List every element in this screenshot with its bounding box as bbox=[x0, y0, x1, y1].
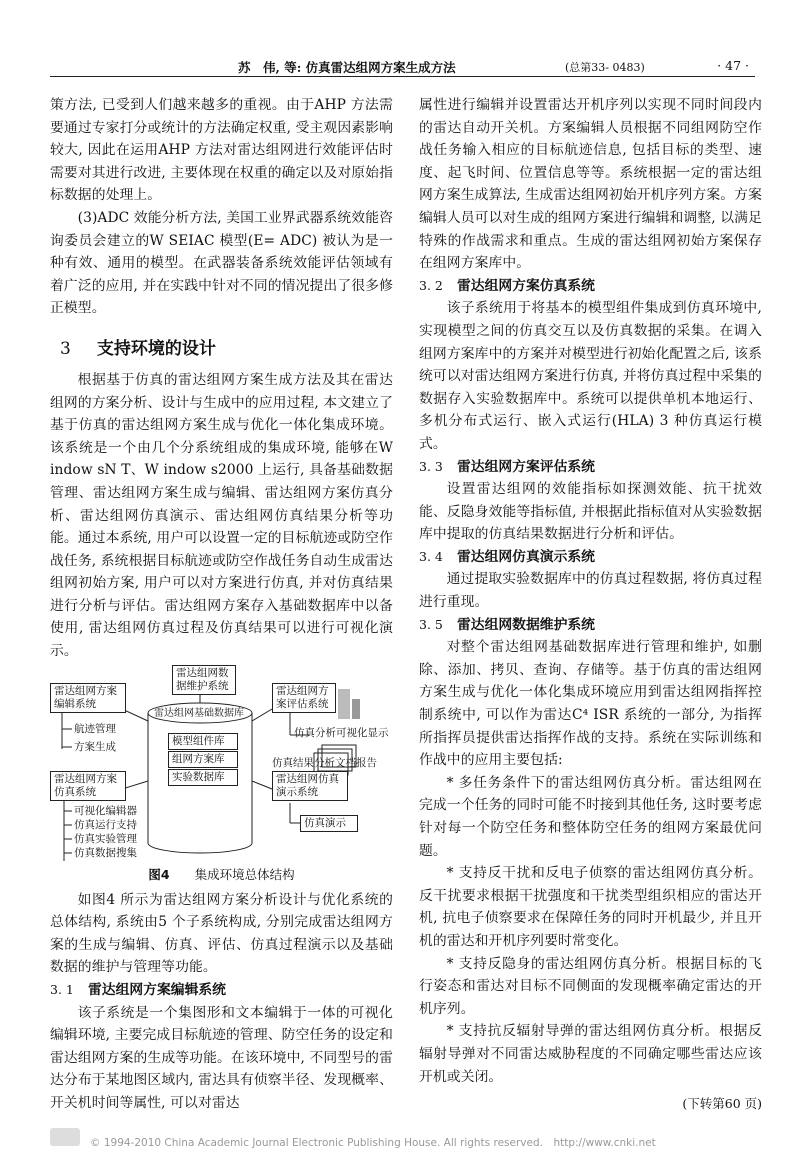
caption-number: 图4 bbox=[148, 866, 170, 882]
paragraph: 属性进行编辑并设置雷达开机序列以实现不同时间段内的雷达自动开关机。方案编辑人员根据不同组网防空作战任务输入相应的目标航迹信息, 包括目标的类型、速度、起飞时间、位置信息等等。系统根据一定的雷达组网方案生成算法, 生成雷达组网初始开机序列方案。方案编辑人员可以对生成的组网方案进行编辑和调整, 以满足特殊的作战需求和重点。生成的雷达组网初始方案保存在组网方案库中。 bbox=[419, 97, 762, 272]
subsection-number: 3. 2 bbox=[419, 277, 443, 293]
bullet-item: * 支持反隐身的雷达组网仿真分析。根据目标的飞行姿态和雷达对目标不同侧面的发现概率确定雷达的开机序列。 bbox=[419, 955, 762, 1017]
subsection-title: 雷达组网方案评估系统 bbox=[457, 458, 595, 475]
box-demo: 仿真演示 bbox=[300, 815, 358, 832]
continued-note: (下转第60 页) bbox=[682, 1096, 762, 1112]
box-plan-lib: 组网方案库 bbox=[168, 751, 238, 768]
subsection-number: 3. 4 bbox=[419, 548, 443, 564]
copyright-footer: © 1994-2010 China Academic Journal Electronic Publishing House. All rights reserved. http://www.cnki.net bbox=[90, 1137, 656, 1149]
label-t4: 仿真数据搜集 bbox=[74, 846, 137, 859]
paragraph: 通过提取实验数据库中的仿真过程数据, 将仿真过程进行重现。 bbox=[419, 571, 762, 611]
box-model-lib: 模型组件库 bbox=[168, 733, 238, 750]
label-vis-show: 仿真分析可视化显示 bbox=[294, 726, 389, 739]
subsection-heading bbox=[419, 546, 762, 569]
subsection-heading bbox=[419, 275, 762, 298]
label-track: 航迹管理 bbox=[74, 722, 116, 735]
box-exp-lib: 实验数据库 bbox=[168, 769, 238, 786]
subsection-title: 雷达组网方案编辑系统 bbox=[88, 982, 226, 999]
box-sim: 雷达组网方案仿真系统 bbox=[50, 771, 126, 801]
left-column bbox=[50, 94, 393, 1115]
section-number: 3 bbox=[60, 338, 71, 359]
box-eval: 雷达组网方案评估系统 bbox=[272, 683, 336, 713]
bullet-item: * 支持反干扰和反电子侦察的雷达组网仿真分析。反干扰要求根据干扰强度和干扰类型组织相应的雷达开机, 抗电子侦察要求在保障任务的同时开机最少, 并且开机的雷达和开机序列要时常变化。 bbox=[419, 865, 762, 949]
box-demo-sys: 雷达组网仿真演示系统 bbox=[272, 771, 348, 801]
db-label: 雷达组网基础数据库 bbox=[154, 707, 244, 719]
header-title: 苏 伟, 等: 仿真雷达组网方案生成方法 bbox=[238, 60, 456, 75]
subsection-heading bbox=[50, 979, 393, 1002]
figure-4 bbox=[50, 666, 393, 861]
label-t2: 仿真运行支持 bbox=[74, 818, 137, 831]
header-volume: (总第33- 0483) bbox=[565, 61, 645, 74]
subsection-number: 3. 5 bbox=[419, 616, 443, 632]
page-number: · 47 · bbox=[717, 58, 749, 73]
bullet-item: * 多任务条件下的雷达组网仿真分析。雷达组网在完成一个任务的同时可能不时接到其他任务, 这时要考虑针对每一个防空任务和整体防空任务的组网方案最优问题。 bbox=[419, 774, 762, 859]
cnki-logo-icon bbox=[50, 1128, 80, 1146]
paragraph: 该子系统是一个集图形和文本编辑于一体的可视化编辑环境, 主要完成目标航迹的管理、防空任务的设定和雷达组网方案的生成等功能。在该环境中, 不同型号的雷达分布于某地图区域内, 雷达具有侦察半径、发现概率、开关机时间等属性, 可以对雷达 bbox=[50, 1004, 393, 1111]
label-gen: 方案生成 bbox=[74, 740, 116, 753]
paragraph: 设置雷达组网的效能指标如探测效能、抗干扰效能、反隐身效能等指标值, 并根据此指标值对从实验数据库中提取的仿真结果数据进行分析和评估。 bbox=[419, 481, 762, 543]
box-maintain: 雷达组网数据维护系统 bbox=[172, 665, 236, 695]
subsection-number: 3. 3 bbox=[419, 458, 443, 474]
subsection-heading bbox=[419, 614, 762, 637]
paragraph: 根据基于仿真的雷达组网方案生成方法及其在雷达组网的方案分析、设计与生成中的应用过程, 本文建立了基于仿真的雷达组网方案生成与优化一体化集成环境。该系统是一个由几个分系统组成的集成环境, 能够在W indow sN T、W indow s2000 上运行, 具备基础数据管理、雷达组网方案生成与编辑、雷达组网方案仿真分析、雷达组网仿真演示、雷达组网仿真结果分析等功能。通过本系统, 用户可以设置一定的目标航迹或防空作战任务, 系统根据目标航迹或防空作战任务自动生成雷达组网初始方案, 用户可以对方案进行仿真, 并对仿真结果进行分析与评估。雷达组网方案存入基础数据库中以备使用, 雷达组网仿真过程及仿真结果可以进行可视化演示。 bbox=[50, 371, 393, 660]
right-column bbox=[419, 94, 762, 1112]
paragraph: (3)ADC 效能分析方法, 美国工业界武器系统效能咨询委员会建立的W SEIAC 模型(E= ADC) 被认为是一种有效、通用的模型。在武器装备系统效能评估领域有着广泛的应用, 并在实践中针对不同的情况提出了很多修正模型。 bbox=[50, 209, 393, 317]
section-heading bbox=[60, 334, 393, 359]
paragraph: 策方法, 已受到人们越来越多的重视。由于AHP 方法需要通过专家打分或统计的方法确定权重, 受主观因素影响较大, 因此在运用AHP 方法对雷达组网进行效能评估时需要对其进行改进, 主要体现在权重的确定以及对原始指标数据的处理上。 bbox=[50, 97, 393, 204]
paragraph: 该子系统用于将基本的模型组件集成到仿真环境中, 实现模型之间的仿真交互以及仿真数据的采集。在调入组网方案库中的方案并对模型进行初始化配置之后, 该系统可以对雷达组网方案进行仿真, 并将仿真过程中采集的数据存入实验数据库中。系统可以提供单机本地运行、多机分布式运行、嵌入式运行(HLA) 3 种仿真运行模式。 bbox=[419, 300, 762, 452]
subsection-number: 3. 1 bbox=[50, 982, 74, 998]
bullet-item: * 支持抗反辐射导弹的雷达组网仿真分析。根据反辐射导弹对不同雷达威胁程度的不同确定哪些雷达应该开机或关闭。 bbox=[419, 1023, 762, 1085]
label-report: 仿真结果分析文档报告 bbox=[272, 756, 377, 769]
subsection-title: 雷达组网方案仿真系统 bbox=[457, 277, 595, 294]
running-header bbox=[50, 52, 755, 77]
label-t1: 可视化编辑器 bbox=[74, 804, 137, 817]
caption-text: 集成环境总体结构 bbox=[194, 866, 295, 882]
subsection-title: 雷达组网数据维护系统 bbox=[457, 616, 595, 633]
section-title: 支持环境的设计 bbox=[96, 338, 216, 359]
subsection-title: 雷达组网仿真演示系统 bbox=[457, 548, 595, 565]
paragraph: 对整个雷达组网基础数据库进行管理和维护, 如删除、添加、拷贝、查询、存储等。基于仿真的雷达组网方案生成与优化一体化集成环境应用到雷达组网指挥控制系统中, 可以作为雷达C⁴ ISR 系统的一部分, 为指挥所指挥员提供雷达指挥作战的支持。系统在实际训练和作战中的应用主要包括: bbox=[419, 639, 762, 769]
paragraph: 如图4 所示为雷达组网方案分析设计与优化系统的总体结构, 系统由5 个子系统构成, 分别完成雷达组网方案的生成与编辑、仿真、评估、仿真过程演示以及基础数据的维护与管理等功能。 bbox=[50, 891, 393, 976]
figure-caption bbox=[50, 865, 393, 883]
box-edit: 雷达组网方案编辑系统 bbox=[50, 683, 126, 713]
subsection-heading bbox=[419, 456, 762, 479]
label-t3: 仿真实验管理 bbox=[74, 832, 137, 845]
